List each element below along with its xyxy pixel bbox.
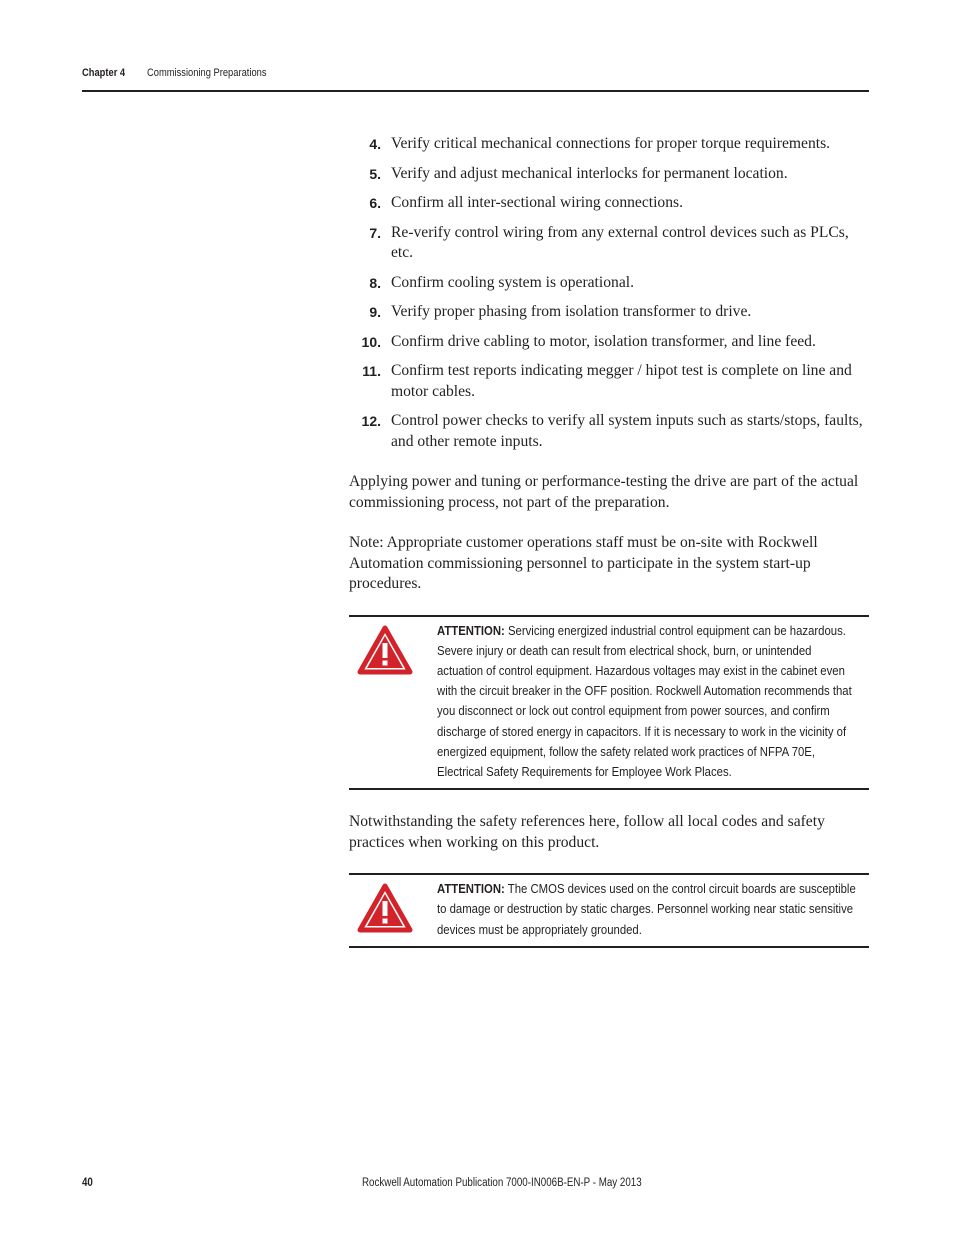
attention-body: The CMOS devices used on the control circuit boards are susceptible to damage or destruction by static charges. Personnel working near static sensitive devices must be appropriately grounded.	[437, 881, 856, 937]
main-content	[349, 134, 869, 970]
attention-body: Servicing energized industrial control equipment can be hazardous. Severe injury or death can result from electrical shock, burn, or unintended actuation of control equipment. Hazardous voltages may exist in the cabinet even with the circuit breaker in the OFF position. Rockwell Automation recommends that you disconnect or lock out control equipment from power sources, and confirm discharge of stored energy in capacitors. If it is necessary to work in the vicinity of energized equipment, follow the safety related work practices of NFPA 70E, Electrical Safety Requirements for Employee Work Places.	[437, 622, 852, 779]
attention-text	[437, 621, 858, 783]
attention-label: ATTENTION:	[437, 622, 505, 638]
step-number: 9.	[369, 304, 381, 320]
list-item	[349, 273, 869, 294]
list-item	[349, 361, 869, 402]
warning-triangle-icon	[357, 883, 413, 933]
attention-label: ATTENTION:	[437, 881, 505, 897]
list-item	[349, 223, 869, 264]
step-text: Verify critical mechanical connections for proper torque requirements.	[391, 135, 831, 152]
page-number: 40	[82, 1177, 93, 1189]
step-text: Re-verify control wiring from any external control devices such as PLCs, etc.	[391, 223, 849, 261]
section-title: Commissioning Preparations	[147, 67, 267, 79]
publication-info: Rockwell Automation Publication 7000-IN006B-EN-P - May 2013	[362, 1177, 642, 1189]
list-item	[349, 302, 869, 323]
chapter-label: Chapter 4	[82, 67, 126, 79]
attention-box-static	[349, 873, 869, 948]
step-number: 6.	[369, 195, 381, 211]
attention-text	[437, 879, 858, 940]
applying-paragraph: Applying power and tuning or performance-testing the drive are part of the actual commissioning process, not part of the preparation.	[349, 473, 859, 511]
step-number: 10.	[361, 333, 381, 350]
step-text: Confirm test reports indicating megger / hipot test is complete on line and motor cables.	[391, 362, 852, 400]
page-header	[82, 66, 869, 92]
step-text: Confirm all inter-sectional wiring connections.	[391, 194, 683, 211]
step-number: 4.	[369, 136, 381, 152]
step-text: Confirm drive cabling to motor, isolation transformer, and line feed.	[391, 332, 816, 350]
checklist	[349, 134, 869, 452]
step-number: 11.	[362, 363, 381, 379]
spacer	[349, 461, 869, 472]
step-number: 12.	[361, 413, 381, 429]
step-number: 7.	[369, 224, 381, 241]
step-text: Confirm cooling system is operational.	[391, 273, 634, 291]
list-item	[349, 411, 869, 452]
list-item	[349, 134, 869, 155]
step-text: Verify and adjust mechanical interlocks for permanent location.	[391, 164, 788, 182]
note-paragraph: Note: Appropriate customer operations staff must be on-site with Rockwell Automation commissioning personnel to participate in the system start-up procedures.	[349, 534, 818, 592]
list-item	[349, 332, 869, 353]
warning-triangle-icon	[357, 625, 413, 675]
step-text: Control power checks to verify all system inputs such as starts/stops, faults, and other remote inputs.	[391, 412, 863, 450]
attention-box-electrical	[349, 615, 869, 791]
notwithstanding-paragraph: Notwithstanding the safety references here, follow all local codes and safety practices when working on this product.	[349, 813, 825, 851]
list-item	[349, 193, 869, 214]
step-number: 8.	[369, 274, 381, 291]
step-text: Verify proper phasing from isolation transformer to drive.	[391, 303, 752, 320]
list-item	[349, 164, 869, 185]
step-number: 5.	[369, 165, 381, 182]
